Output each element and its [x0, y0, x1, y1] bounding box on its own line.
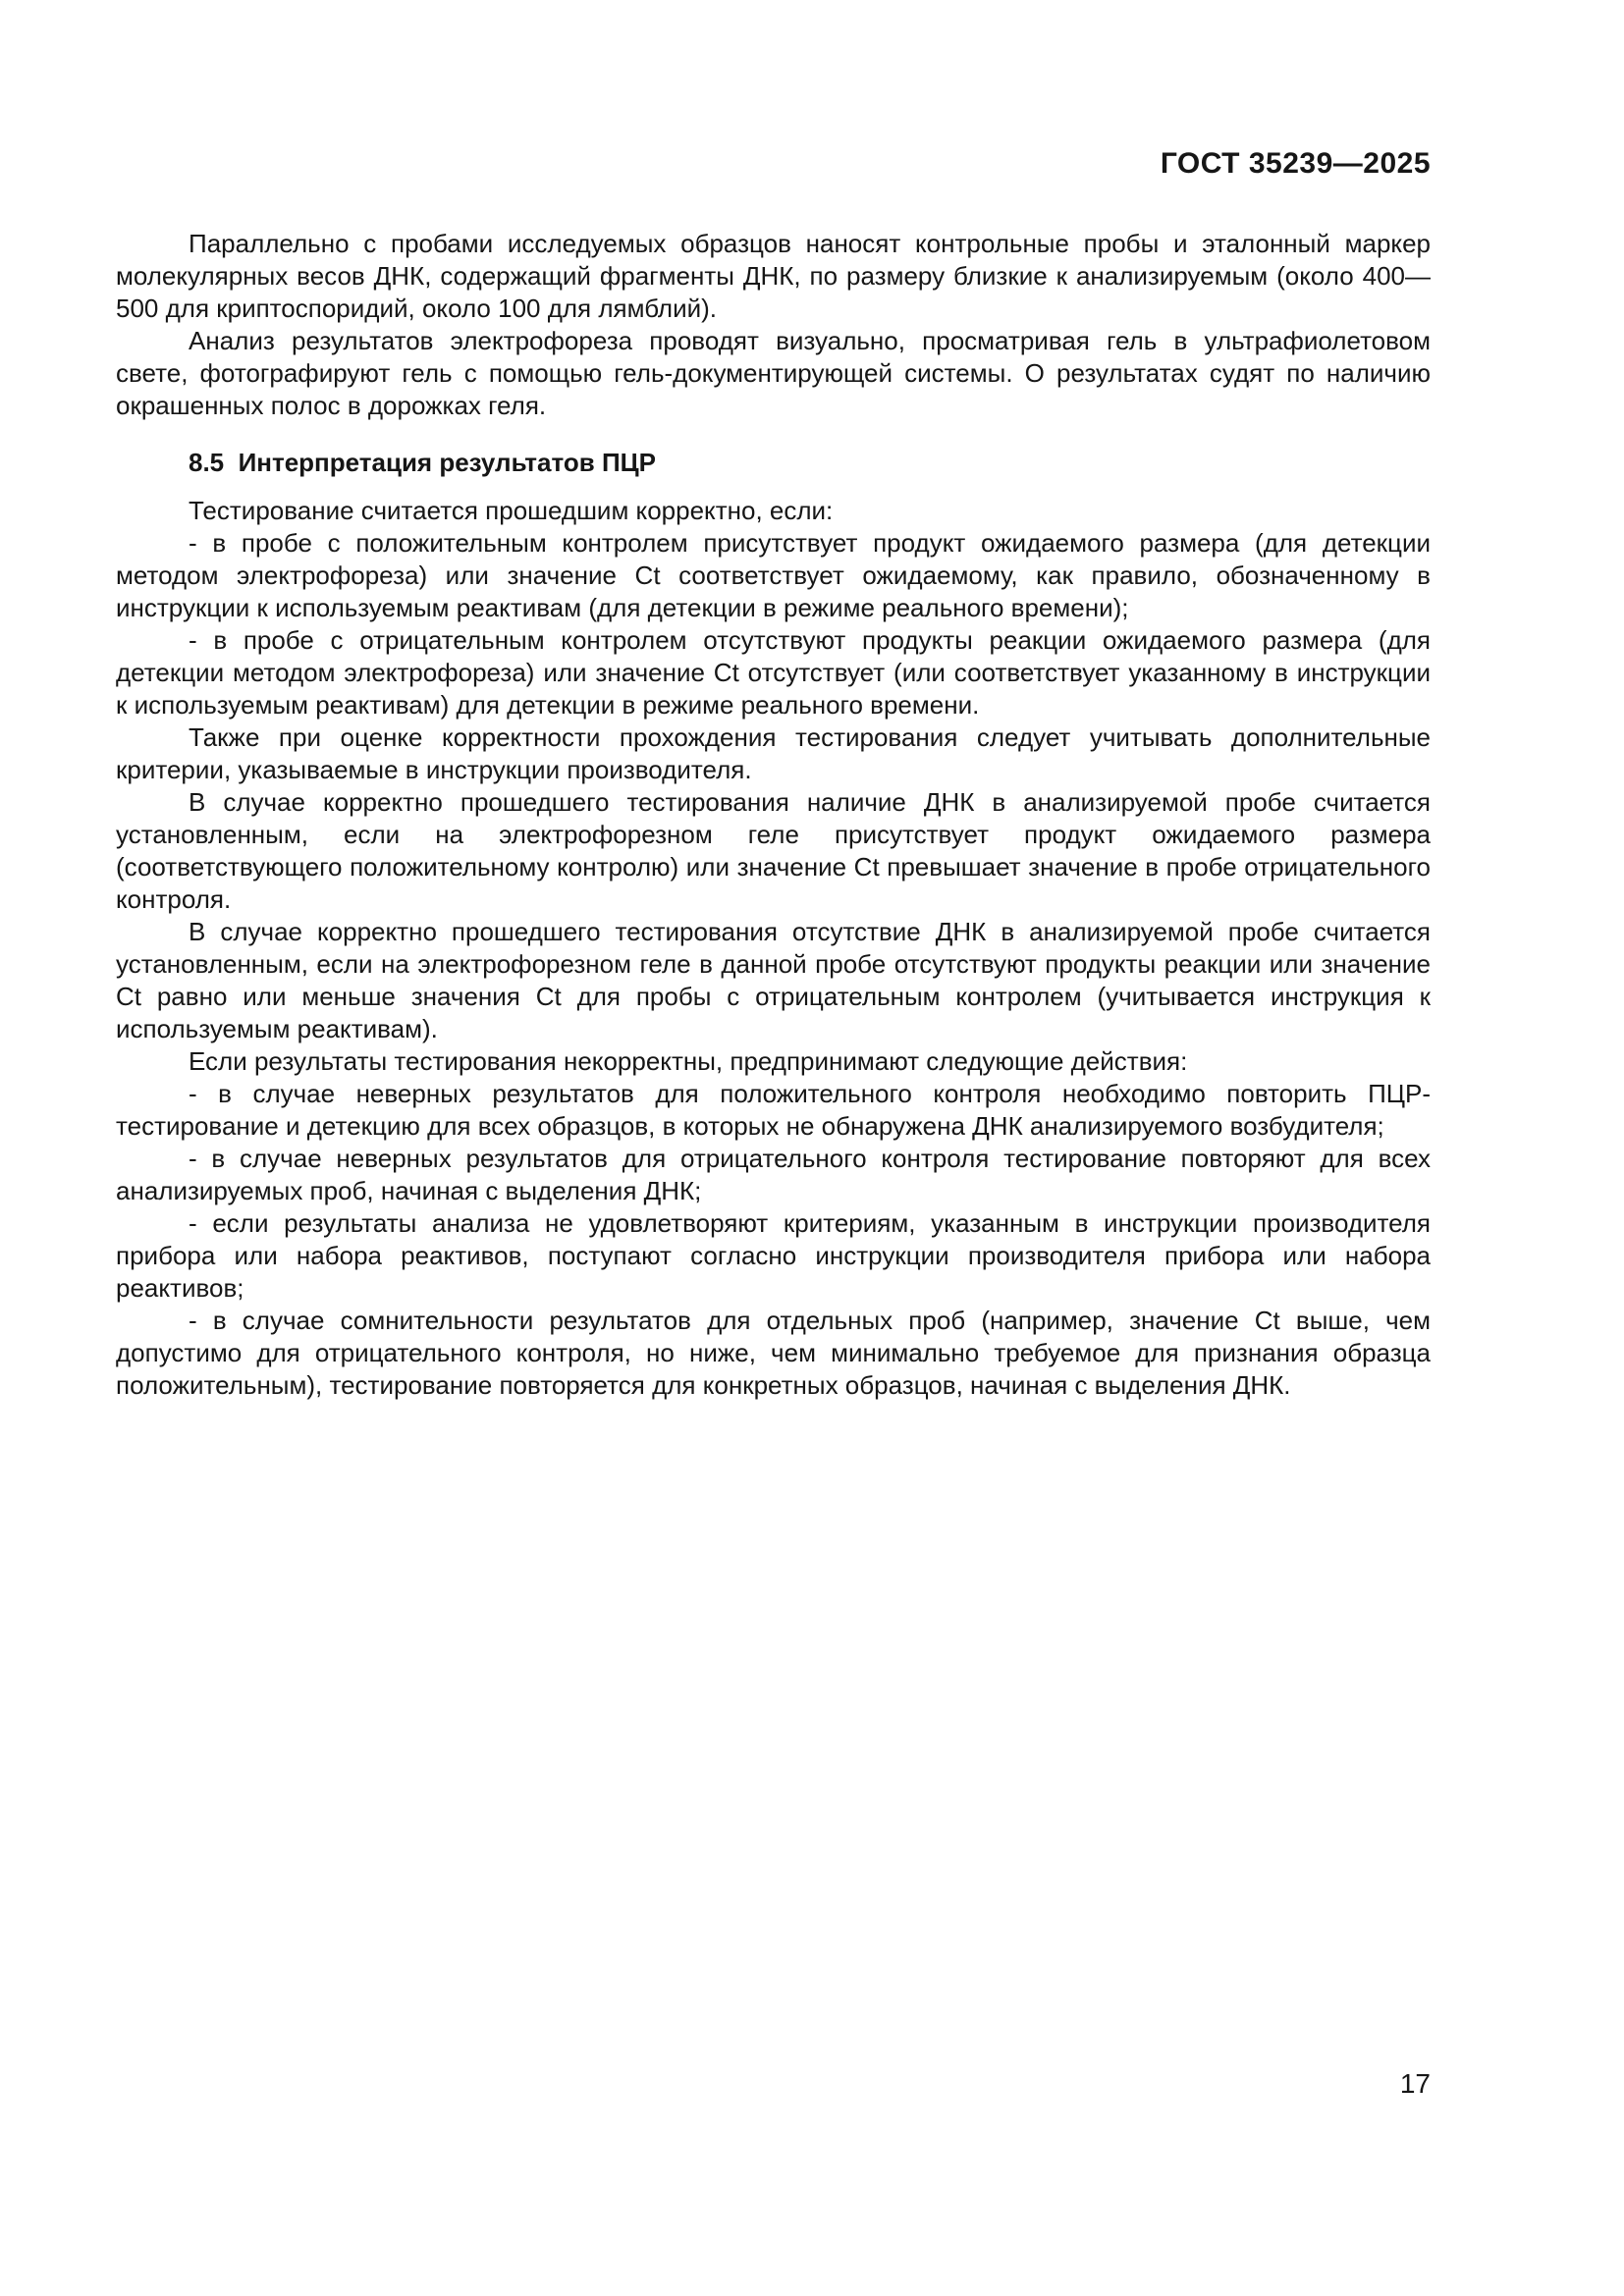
document-body	[116, 228, 1431, 1402]
page-number: 17	[1399, 2068, 1431, 2099]
paragraph: Если результаты тестирования некорректны, предпринимают следующие действия:	[189, 1046, 1188, 1076]
list-item-paragraph: - в случае сомнительности результатов для отдельных проб (например, значение Ct выше, чем допустимо для отрицательного контроля, но ниже, чем минимально требуемое для признания образца положительным), тестирование повторяется для конкретных образцов, начиная с выделения ДНК.	[116, 1306, 1431, 1400]
paragraph: Параллельно с пробами исследуемых образцов наносят контрольные пробы и эталонный маркер молекулярных весов ДНК, содержащий фрагменты ДНК, по размеру близкие к анализируемым (около 400—500 для криптоспоридий, около 100 для лямблий).	[116, 229, 1431, 323]
running-head-document-code: ГОСТ 35239—2025	[1160, 147, 1431, 180]
page-content	[116, 0, 1431, 1402]
list-item-paragraph: - в пробе с отрицательным контролем отсутствуют продукты реакции ожидаемого размера (для детекции методом электрофореза) или значение Ct отсутствует (или соответствует указанному в инструкции к используемым реактивам) для детекции в режиме реального времени.	[116, 625, 1431, 720]
paragraph: Тестирование считается прошедшим корректно, если:	[189, 496, 834, 525]
paragraph: В случае корректно прошедшего тестирования наличие ДНК в анализируемой пробе считается установленным, если на электрофорезном геле присутствует продукт ожидаемого размера (соответствующего положительному контролю) или значение Ct превышает значение в пробе отрицательного контроля.	[116, 787, 1431, 914]
paragraph: Также при оценке корректности прохождения тестирования следует учитывать дополнительные критерии, указываемые в инструкции производителя.	[116, 722, 1431, 784]
list-item-paragraph: - в случае неверных результатов для отрицательного контроля тестирование повторяют для всех анализируемых проб, начиная с выделения ДНК;	[116, 1144, 1431, 1205]
list-item-paragraph: - в случае неверных результатов для положительного контроля необходимо повторить ПЦР-тестирование и детекцию для всех образцов, в которых не обнаружена ДНК анализируемого возбудителя;	[116, 1079, 1431, 1141]
section-heading: 8.5 Интерпретация результатов ПЦР	[189, 448, 656, 477]
paragraph: Анализ результатов электрофореза проводят визуально, просматривая гель в ультрафиолетовом свете, фотографируют гель с помощью гель-документирующей системы. О результатах судят по наличию окрашенных полос в дорожках геля.	[116, 326, 1431, 420]
list-item-paragraph: - в пробе с положительным контролем присутствует продукт ожидаемого размера (для детекции методом электрофореза) или значение Ct соответствует ожидаемому, как правило, обозначенному в инструкции к используемым реактивам (для детекции в режиме реального времени);	[116, 528, 1431, 622]
paragraph: В случае корректно прошедшего тестирования отсутствие ДНК в анализируемой пробе считается установленным, если на электрофорезном геле в данной пробе отсутствуют продукты реакции или значение Ct равно или меньше значения Ct для пробы с отрицательным контролем (учитывается инструкция к используемым реактивам).	[116, 917, 1431, 1043]
list-item-paragraph: - если результаты анализа не удовлетворяют критериям, указанным в инструкции производителя прибора или набора реактивов, поступают согласно инструкции производителя прибора или набора реактивов;	[116, 1208, 1431, 1303]
